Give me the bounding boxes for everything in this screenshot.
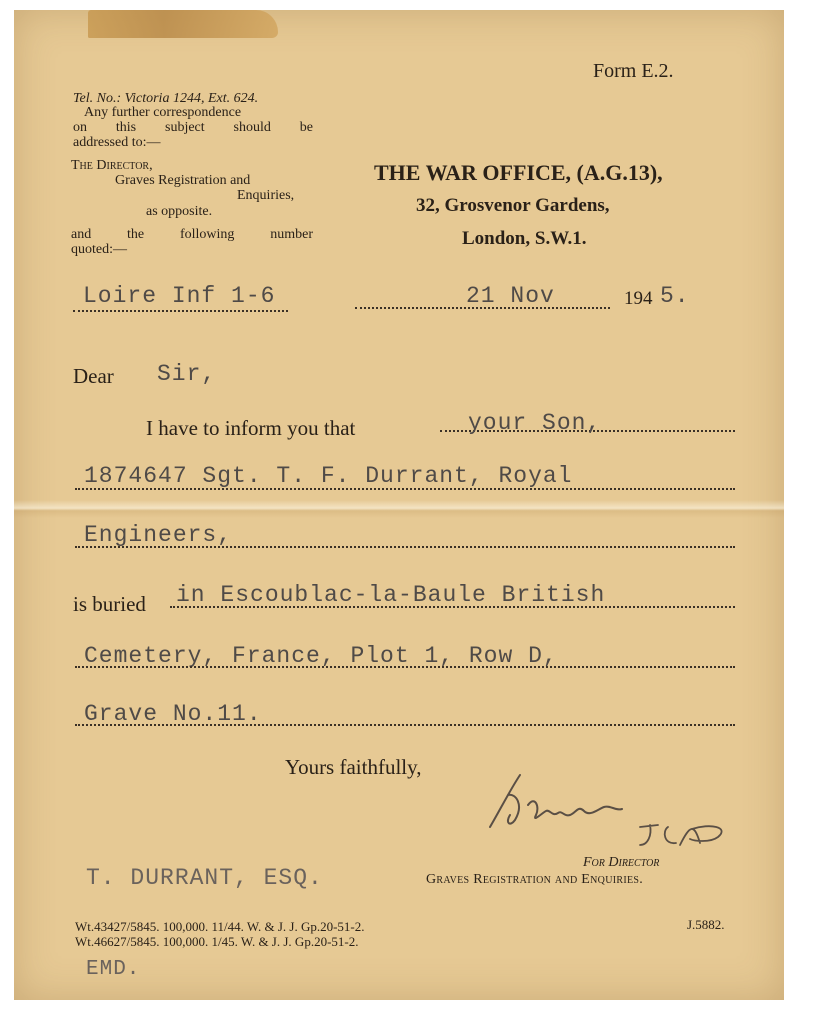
department-line-2: Enquiries, [237,188,295,203]
place-dotted-line-3 [75,724,735,726]
office-city: London, S.W.1. [462,228,587,249]
reference-number: Loire Inf 1-6 [83,283,276,309]
date-year-printed: 194 [624,288,653,309]
inform-text: I have to inform you that [146,416,356,440]
telephone-line: Tel. No.: Victoria 1244, Ext. 624. [73,91,259,106]
print-code-line-1: Wt.43427/5845. 100,000. 11/44. W. & J. J. Gp.20-51-2. [75,919,365,934]
form-code: J.5882. [687,917,725,932]
quote-line-2: quoted:— [71,242,127,257]
department-line-1: Graves Registration and [115,173,251,188]
date-year-typed: 5. [660,283,690,309]
quote-line-1: and the following number [71,227,313,242]
correspondence-line-1: Any further correspondence [84,105,242,120]
fold-crease [14,500,784,518]
correspondence-line-2: on this subject should be [73,120,313,135]
department-line-3: as opposite. [146,204,213,219]
relation-text: your Son, [468,410,602,436]
typist-initials: EMD. [86,958,141,981]
office-name: THE WAR OFFICE, (A.G.13), [374,160,663,185]
burial-place-line-3: Grave No.11. [84,701,262,727]
letter-date: 21 Nov [466,283,555,309]
for-director-line-2: Graves Registration and Enquiries. [426,872,644,887]
place-dotted-line-2 [75,666,735,668]
print-code-line-2: Wt.46627/5845. 100,000. 1/45. W. & J. J. Gp.20-51-2. [75,934,359,949]
handwritten-signature [480,765,750,855]
burial-place-line-2: Cemetery, France, Plot 1, Row D, [84,643,558,669]
salutation-typed: Sir, [157,361,217,387]
office-street: 32, Grosvenor Gardens, [416,195,610,216]
for-director-line-1 [583,855,659,871]
salutation-printed: Dear [73,364,114,388]
burial-place-line-1: in Escoublac-la-Baule British [176,582,606,608]
name-dotted-line-1 [75,488,735,490]
form-number: Form E.2. [593,60,674,82]
torn-edge [88,10,278,38]
director-title: The Director, [71,158,153,173]
reference-dotted-line [73,310,288,312]
soldier-name-line-1: 1874647 Sgt. T. F. Durrant, Royal [84,463,573,489]
name-dotted-line-2 [75,546,735,548]
closing-text: Yours faithfully, [285,755,422,779]
for-director-text: For Director [583,855,660,870]
correspondence-line-3: addressed to:— [73,135,161,150]
soldier-name-line-2: Engineers, [84,522,233,548]
date-dotted-line [355,307,610,309]
addressee-name: T. DURRANT, ESQ. [86,865,323,891]
place-dotted-line-1 [170,606,735,608]
buried-label: is buried [73,592,146,616]
